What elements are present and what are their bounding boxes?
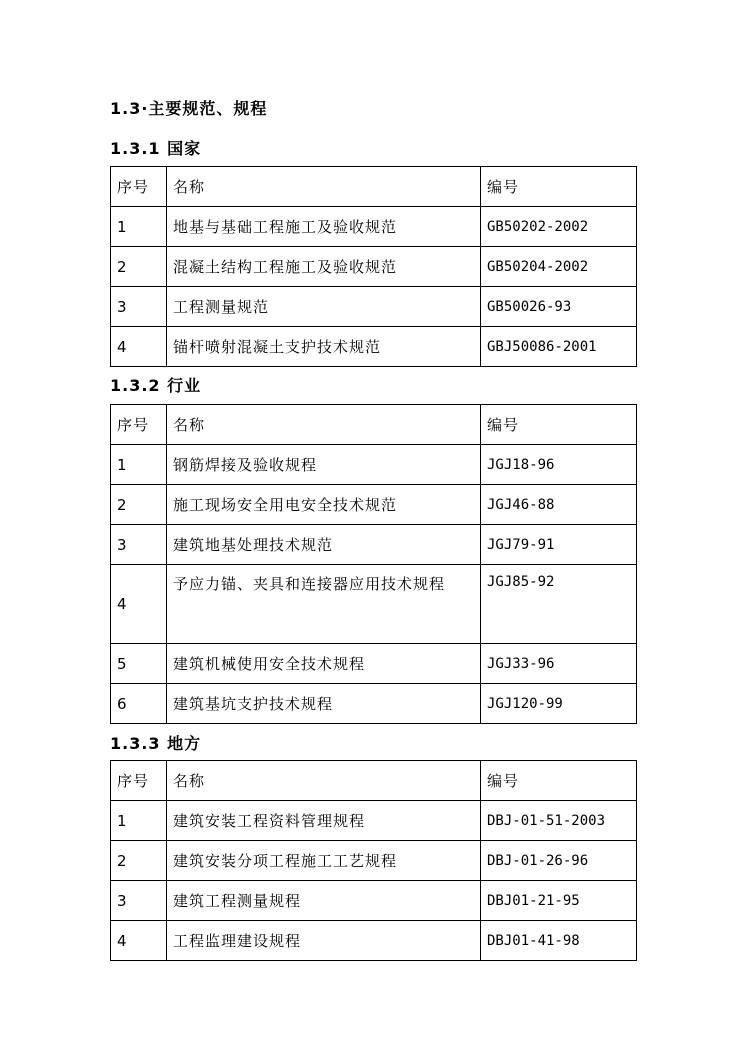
header-code: 编号 [481,405,637,445]
header-no: 序号 [111,761,167,801]
row-code: JGJ33-96 [481,644,637,684]
row-code: JGJ46-88 [481,485,637,525]
header-no: 序号 [111,167,167,207]
national-standards-table [110,166,637,367]
table-row [111,881,637,921]
table-header-row [111,405,637,445]
row-name: 工程监理建设规程 [167,921,481,961]
table-row [111,801,637,841]
header-code: 编号 [481,167,637,207]
row-code: DBJ01-21-95 [481,881,637,921]
header-no: 序号 [111,405,167,445]
row-no: 2 [111,247,167,287]
row-no: 6 [111,684,167,724]
row-code: JGJ18-96 [481,445,637,485]
table-row [111,445,637,485]
row-no: 1 [111,801,167,841]
table-row [111,207,637,247]
table-row [111,247,637,287]
row-code: GB50202-2002 [481,207,637,247]
row-name: 建筑安装工程资料管理规程 [167,801,481,841]
section-heading-local: 1.3.3 地方 [110,734,202,753]
row-name: 建筑机械使用安全技术规程 [167,644,481,684]
row-code: DBJ-01-26-96 [481,841,637,881]
table-row [111,565,637,644]
row-name: 锚杆喷射混凝土支护技术规范 [167,327,481,367]
table-header-row [111,761,637,801]
row-name: 混凝土结构工程施工及验收规范 [167,247,481,287]
section-heading-main: 1.3·主要规范、规程 [110,99,268,118]
row-no: 3 [111,287,167,327]
row-name: 建筑工程测量规程 [167,881,481,921]
table-row [111,644,637,684]
row-no: 3 [111,525,167,565]
row-name: 工程测量规范 [167,287,481,327]
row-name: 施工现场安全用电安全技术规范 [167,485,481,525]
table-row [111,525,637,565]
row-no: 3 [111,881,167,921]
header-code: 编号 [481,761,637,801]
row-code: GB50026-93 [481,287,637,327]
row-name: 地基与基础工程施工及验收规范 [167,207,481,247]
row-no: 1 [111,445,167,485]
row-name: 建筑安装分项工程施工工艺规程 [167,841,481,881]
section-heading-industry: 1.3.2 行业 [110,376,202,395]
row-no: 4 [111,327,167,367]
row-name: 予应力锚、夹具和连接器应用技术规程 [167,565,481,644]
row-no: 5 [111,644,167,684]
row-code: JGJ120-99 [481,684,637,724]
row-code: GBJ50086-2001 [481,327,637,367]
local-standards-table [110,760,637,961]
row-no: 4 [111,921,167,961]
industry-standards-table [110,404,637,724]
row-no: 4 [111,565,167,644]
section-heading-national: 1.3.1 国家 [110,139,202,158]
row-code: JGJ85-92 [481,565,637,644]
table-header-row [111,167,637,207]
row-code: DBJ01-41-98 [481,921,637,961]
row-code: DBJ-01-51-2003 [481,801,637,841]
row-name: 钢筋焊接及验收规程 [167,445,481,485]
row-no: 1 [111,207,167,247]
table-row [111,287,637,327]
row-code: JGJ79-91 [481,525,637,565]
row-code: GB50204-2002 [481,247,637,287]
row-name: 建筑基坑支护技术规程 [167,684,481,724]
header-name: 名称 [167,761,481,801]
row-no: 2 [111,841,167,881]
table-row [111,327,637,367]
row-no: 2 [111,485,167,525]
table-row [111,684,637,724]
header-name: 名称 [167,405,481,445]
table-row [111,485,637,525]
header-name: 名称 [167,167,481,207]
table-row [111,841,637,881]
table-row [111,921,637,961]
row-name: 建筑地基处理技术规范 [167,525,481,565]
